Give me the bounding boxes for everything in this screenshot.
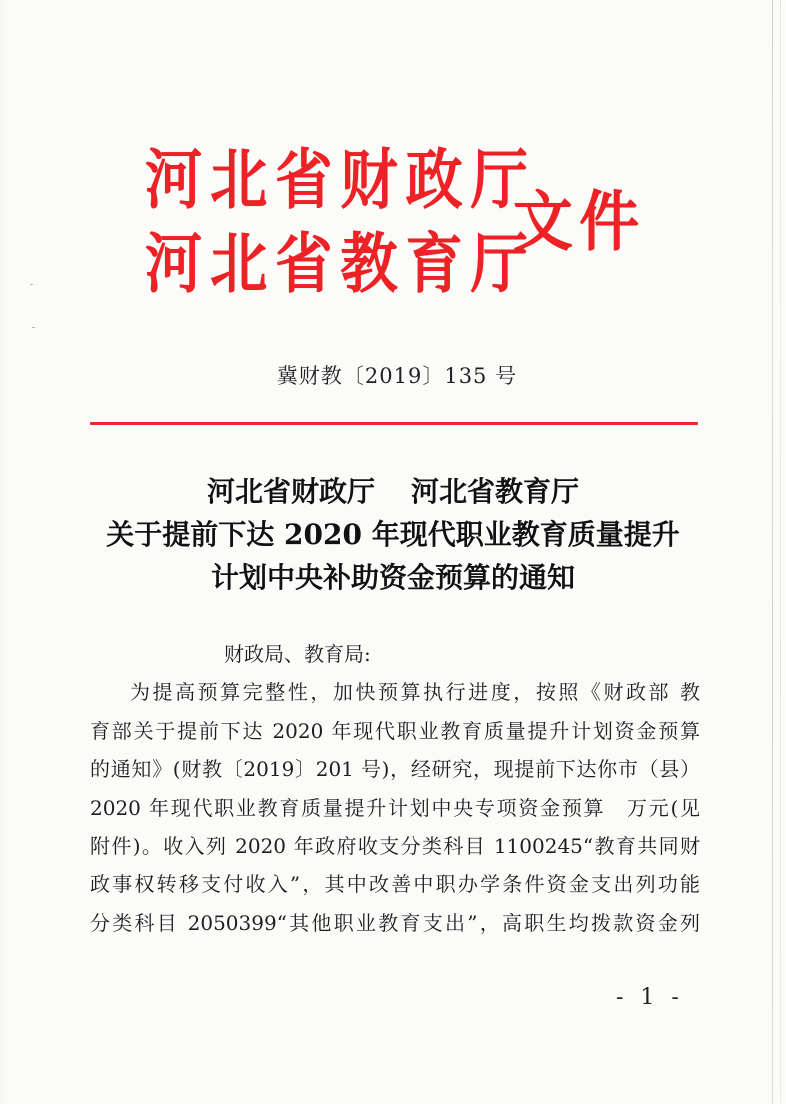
body-line: 的通知》(财教〔2019〕201 号)，经研究，现提前下达你市（县）	[90, 757, 700, 782]
body-line: 附件)。收入列 2020 年政府收支分类科目 1100245“教育共同财	[90, 834, 700, 859]
red-header	[145, 142, 655, 318]
scan-edge-line-outer	[780, 0, 781, 1104]
header-document-suffix: 文件	[513, 184, 646, 260]
body-line: 育部关于提前下达 2020 年现代职业教育质量提升计划资金预算	[90, 718, 700, 743]
document-number: 冀财教〔2019〕135 号	[276, 364, 518, 388]
scan-edge-line	[772, 0, 773, 1104]
body-line: 为提高预算完整性，加快预算执行进度，按照《财政部 教	[130, 680, 700, 705]
document-title	[40, 470, 746, 599]
scan-speck	[32, 327, 35, 328]
body-line: 政事权转移支付收入”，其中改善中职办学条件资金支出列功能	[90, 872, 700, 897]
header-issuer-finance: 河北省财政厅	[145, 142, 536, 218]
scan-speck	[30, 284, 33, 285]
title-line-1	[40, 470, 746, 513]
red-separator-rule	[90, 422, 698, 425]
title-line-2: 关于提前下达 2020 年现代职业教育质量提升	[106, 518, 680, 551]
title-issuer-finance: 河北省财政厅	[206, 475, 375, 508]
addressee: 财政局、教育局:	[224, 642, 371, 666]
body-line: 分类科目 2050399“其他职业教育支出”，高职生均拨款资金列	[90, 910, 700, 935]
title-issuer-education: 河北省教育厅	[411, 475, 580, 508]
page-number: - 1 -	[616, 985, 684, 1010]
body-line: 2020 年现代职业教育质量提升计划中央专项资金预算 万元(见	[90, 795, 700, 820]
header-issuer-education: 河北省教育厅	[145, 226, 536, 302]
document-body	[90, 635, 700, 942]
title-line-3: 计划中央补助资金预算的通知	[210, 561, 575, 594]
